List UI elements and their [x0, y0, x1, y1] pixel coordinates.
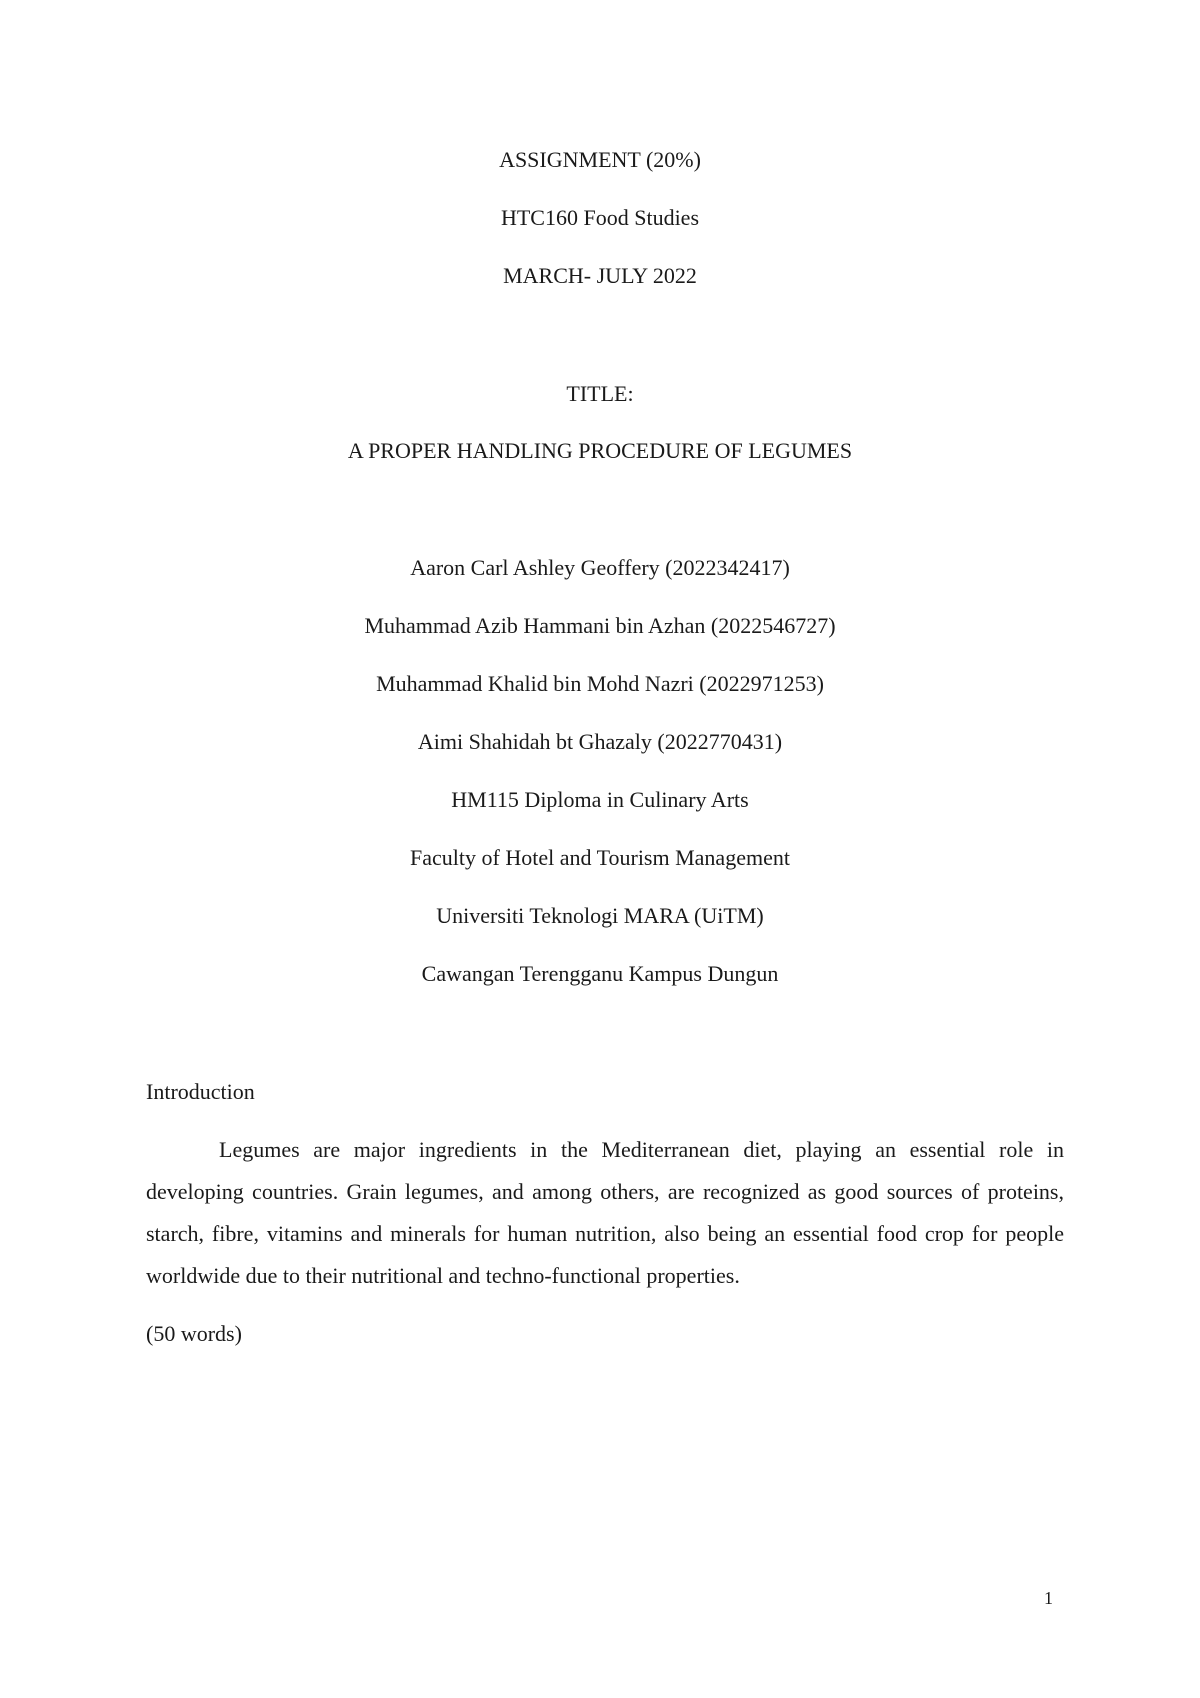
- introduction-heading: Introduction: [146, 1079, 255, 1104]
- introduction-paragraph: Legumes are major ingredients in the Mediterranean diet, playing an essential role in developing countries. Grain legumes, and among others, are recognized as good sources of proteins, starch, fibre, vitamins and minerals for human nutrition, also being an essential food crop for people worldwide due to their nutritional and techno-functional properties.: [146, 1137, 1064, 1288]
- faculty-name: Faculty of Hotel and Tourism Management: [410, 845, 790, 870]
- program-name: HM115 Diploma in Culinary Arts: [451, 787, 749, 812]
- university-name: Universiti Teknologi MARA (UiTM): [436, 903, 764, 928]
- assignment-label: ASSIGNMENT (20%): [499, 147, 701, 172]
- campus-name: Cawangan Terengganu Kampus Dungun: [421, 961, 779, 986]
- author-2: Muhammad Azib Hammani bin Azhan (2022546727): [364, 613, 836, 638]
- document-title: A PROPER HANDLING PROCEDURE OF LEGUMES: [347, 438, 853, 463]
- author-1: Aaron Carl Ashley Geoffery (2022342417): [410, 555, 790, 580]
- page-number: 1: [1044, 1588, 1053, 1608]
- semester: MARCH- JULY 2022: [503, 263, 697, 288]
- author-4: Aimi Shahidah bt Ghazaly (2022770431): [417, 729, 783, 754]
- course-name: HTC160 Food Studies: [500, 205, 700, 230]
- word-count: (50 words): [146, 1321, 242, 1346]
- author-3: Muhammad Khalid bin Mohd Nazri (2022971253): [376, 671, 824, 696]
- title-label: TITLE:: [566, 381, 634, 406]
